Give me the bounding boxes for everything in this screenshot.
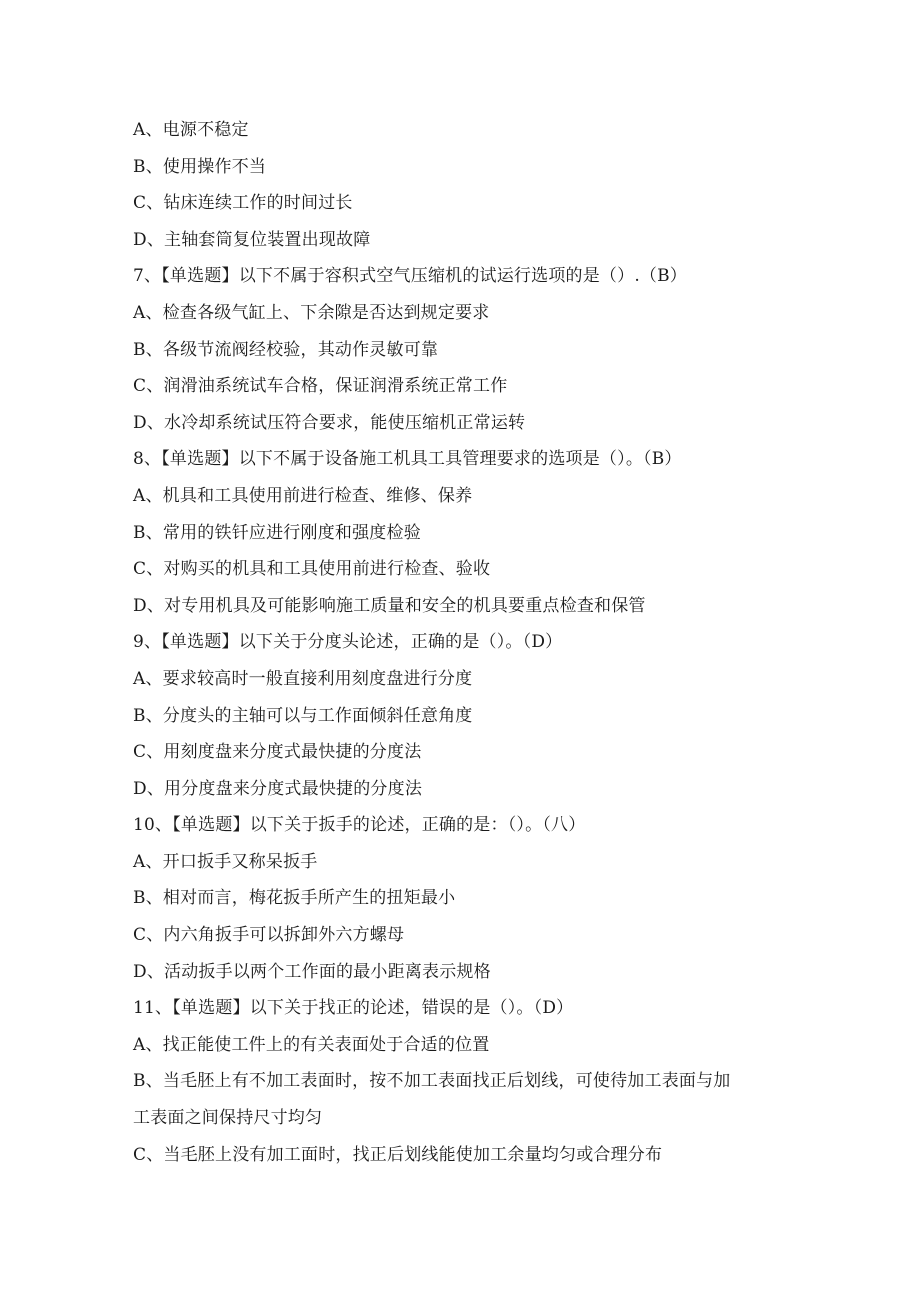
question-11-option-c: C、当毛胚上没有加工面时，找正后划线能使加工余量均匀或合理分布 [133,1144,663,1165]
question-8-option-b: B、常用的铁钎应进行刚度和强度检验 [133,522,421,543]
question-8-option-d: D、对专用机具及可能影响施工质量和安全的机具要重点检查和保管 [133,595,646,616]
option-c-previous: C、钻床连续工作的时间过长 [133,193,353,214]
question-8-option-c: C、对购买的机具和工具使用前进行检查、验收 [133,559,491,580]
question-10-option-d: D、活动扳手以两个工作面的最小距离表示规格 [133,961,491,982]
question-11-option-b-continued: 工表面之间保持尺寸均匀 [133,1108,323,1129]
question-9-option-d: D、用分度盘来分度式最快捷的分度法 [133,778,423,799]
question-7-option-c: C、润滑油系统试车合格，保证润滑系统正常工作 [133,376,508,397]
question-9-option-b: B、分度头的主轴可以与工作面倾斜任意角度 [133,705,473,726]
question-text-block [133,112,793,1173]
question-10-option-a: A、开口扳手又称呆扳手 [133,851,318,872]
question-9: 9、【单选题】以下关于分度头论述，正确的是（）。（D） [133,632,563,653]
question-8: 8、【单选题】以下不属于设备施工机具工具管理要求的选项是（）。（B） [133,449,682,470]
option-d-previous: D、主轴套筒复位装置出现故障 [133,229,371,250]
question-8-option-a: A、机具和工具使用前进行检查、维修、保养 [133,485,473,506]
question-11-option-a: A、找正能使工件上的有关表面处于合适的位置 [133,1034,490,1055]
question-11: 11、【单选题】以下关于找正的论述，错误的是（）。（D） [133,998,574,1019]
question-9-option-a: A、要求较高时一般直接利用刻度盘进行分度 [133,668,473,689]
option-b-previous: B、使用操作不当 [133,156,267,177]
question-7: 7、【单选题】以下不属于容积式空气压缩机的试运行选项的是（）.（B） [133,266,688,287]
question-7-option-d: D、水冷却系统试压符合要求，能使压缩机正常运转 [133,412,526,433]
question-10-option-c: C、内六角扳手可以拆卸外六方螺母 [133,925,405,946]
question-10: 10、【单选题】以下关于扳手的论述，正确的是：（）。（八） [133,815,586,836]
question-7-option-b: B、各级节流阀经校验，其动作灵敏可靠 [133,339,439,360]
option-a-previous: A、电源不稳定 [133,120,249,140]
question-11-option-b: B、当毛胚上有不加工表面时，按不加工表面找正后划线，可使待加工表面与加 [133,1071,731,1092]
question-10-option-b: B、相对而言，梅花扳手所产生的扭矩最小 [133,888,456,909]
question-7-option-a: A、检查各级气缸上、下余隙是否达到规定要求 [133,302,490,323]
question-9-option-c: C、用刻度盘来分度式最快捷的分度法 [133,742,422,763]
